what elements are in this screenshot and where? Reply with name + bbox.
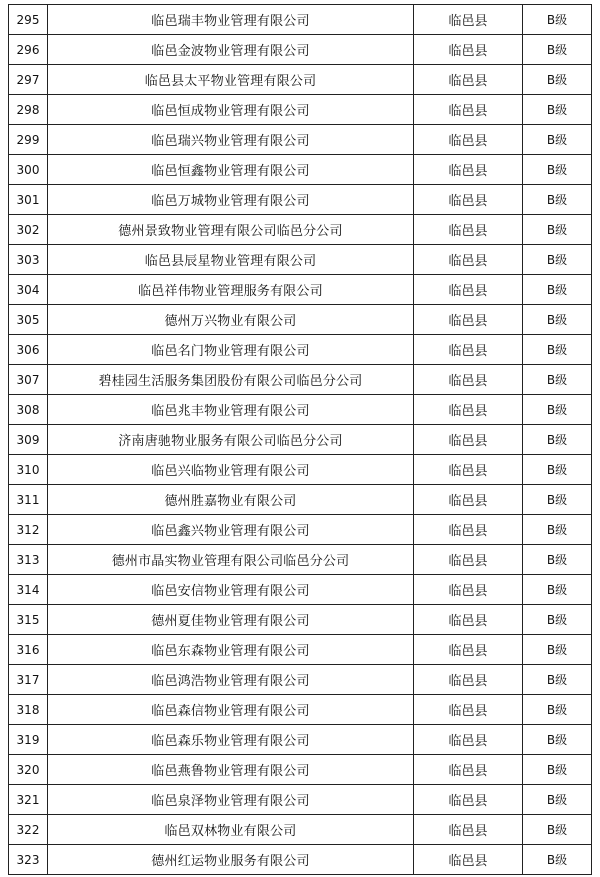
table-row (9, 455, 592, 485)
table-row (9, 635, 592, 665)
company-name-cell: 临邑恒鑫物业管理有限公司 (48, 155, 414, 185)
county-cell: 临邑县 (414, 95, 523, 125)
county-cell: 临邑县 (414, 815, 523, 845)
county-cell: 临邑县 (414, 5, 523, 35)
company-name-cell: 临邑燕鲁物业管理有限公司 (48, 755, 414, 785)
row-number-cell: 296 (9, 35, 48, 65)
company-name-cell: 德州万兴物业有限公司 (48, 305, 414, 335)
county-cell: 临邑县 (414, 185, 523, 215)
table-row (9, 785, 592, 815)
company-name-cell: 济南唐驰物业服务有限公司临邑分公司 (48, 425, 414, 455)
row-number-cell: 322 (9, 815, 48, 845)
table-row (9, 725, 592, 755)
grade-cell: B级 (523, 155, 592, 185)
grade-cell: B级 (523, 275, 592, 305)
row-number-cell: 320 (9, 755, 48, 785)
grade-cell: B级 (523, 245, 592, 275)
table-row (9, 665, 592, 695)
grade-cell: B级 (523, 755, 592, 785)
company-name-cell: 临邑泉泽物业管理有限公司 (48, 785, 414, 815)
table-row (9, 605, 592, 635)
grade-cell: B级 (523, 95, 592, 125)
company-name-cell: 临邑名门物业管理有限公司 (48, 335, 414, 365)
table-row (9, 365, 592, 395)
row-number-cell: 303 (9, 245, 48, 275)
company-name-cell: 临邑双林物业有限公司 (48, 815, 414, 845)
table-row (9, 425, 592, 455)
row-number-cell: 297 (9, 65, 48, 95)
grade-cell: B级 (523, 815, 592, 845)
table-row (9, 245, 592, 275)
row-number-cell: 305 (9, 305, 48, 335)
company-name-cell: 临邑瑞兴物业管理有限公司 (48, 125, 414, 155)
grade-cell: B级 (523, 845, 592, 875)
county-cell: 临邑县 (414, 125, 523, 155)
grade-cell: B级 (523, 695, 592, 725)
grade-cell: B级 (523, 305, 592, 335)
company-name-cell: 临邑万城物业管理有限公司 (48, 185, 414, 215)
table-row (9, 305, 592, 335)
company-grade-table-container (8, 4, 592, 875)
table-row (9, 215, 592, 245)
county-cell: 临邑县 (414, 335, 523, 365)
county-cell: 临邑县 (414, 665, 523, 695)
company-name-cell: 临邑东森物业管理有限公司 (48, 635, 414, 665)
row-number-cell: 308 (9, 395, 48, 425)
county-cell: 临邑县 (414, 725, 523, 755)
row-number-cell: 319 (9, 725, 48, 755)
county-cell: 临邑县 (414, 575, 523, 605)
company-name-cell: 临邑森信物业管理有限公司 (48, 695, 414, 725)
county-cell: 临邑县 (414, 605, 523, 635)
company-name-cell: 德州红运物业服务有限公司 (48, 845, 414, 875)
table-row (9, 395, 592, 425)
table-row (9, 845, 592, 875)
company-name-cell: 临邑恒成物业管理有限公司 (48, 95, 414, 125)
grade-cell: B级 (523, 35, 592, 65)
county-cell: 临邑县 (414, 305, 523, 335)
row-number-cell: 315 (9, 605, 48, 635)
company-name-cell: 碧桂园生活服务集团股份有限公司临邑分公司 (48, 365, 414, 395)
grade-cell: B级 (523, 635, 592, 665)
company-name-cell: 临邑兴临物业管理有限公司 (48, 455, 414, 485)
row-number-cell: 301 (9, 185, 48, 215)
grade-cell: B级 (523, 5, 592, 35)
grade-cell: B级 (523, 545, 592, 575)
county-cell: 临邑县 (414, 65, 523, 95)
company-name-cell: 临邑安信物业管理有限公司 (48, 575, 414, 605)
table-row (9, 125, 592, 155)
table-row (9, 335, 592, 365)
row-number-cell: 295 (9, 5, 48, 35)
county-cell: 临邑县 (414, 155, 523, 185)
row-number-cell: 302 (9, 215, 48, 245)
table-row (9, 545, 592, 575)
company-name-cell: 临邑瑞丰物业管理有限公司 (48, 5, 414, 35)
county-cell: 临邑县 (414, 275, 523, 305)
county-cell: 临邑县 (414, 425, 523, 455)
grade-cell: B级 (523, 185, 592, 215)
grade-cell: B级 (523, 125, 592, 155)
county-cell: 临邑县 (414, 755, 523, 785)
grade-cell: B级 (523, 785, 592, 815)
grade-cell: B级 (523, 335, 592, 365)
county-cell: 临邑县 (414, 515, 523, 545)
county-cell: 临邑县 (414, 455, 523, 485)
row-number-cell: 318 (9, 695, 48, 725)
grade-cell: B级 (523, 365, 592, 395)
table-row (9, 275, 592, 305)
county-cell: 临邑县 (414, 245, 523, 275)
table-row (9, 485, 592, 515)
row-number-cell: 310 (9, 455, 48, 485)
company-name-cell: 临邑兆丰物业管理有限公司 (48, 395, 414, 425)
county-cell: 临邑县 (414, 485, 523, 515)
company-name-cell: 临邑金波物业管理有限公司 (48, 35, 414, 65)
row-number-cell: 300 (9, 155, 48, 185)
table-body (9, 5, 592, 875)
table-row (9, 5, 592, 35)
county-cell: 临邑县 (414, 395, 523, 425)
row-number-cell: 316 (9, 635, 48, 665)
grade-cell: B级 (523, 395, 592, 425)
company-name-cell: 德州胜嘉物业有限公司 (48, 485, 414, 515)
row-number-cell: 312 (9, 515, 48, 545)
grade-cell: B级 (523, 605, 592, 635)
county-cell: 临邑县 (414, 365, 523, 395)
county-cell: 临邑县 (414, 545, 523, 575)
row-number-cell: 317 (9, 665, 48, 695)
row-number-cell: 323 (9, 845, 48, 875)
company-name-cell: 临邑县太平物业管理有限公司 (48, 65, 414, 95)
company-name-cell: 临邑祥伟物业管理服务有限公司 (48, 275, 414, 305)
grade-cell: B级 (523, 665, 592, 695)
row-number-cell: 304 (9, 275, 48, 305)
county-cell: 临邑县 (414, 785, 523, 815)
company-name-cell: 德州景致物业管理有限公司临邑分公司 (48, 215, 414, 245)
county-cell: 临邑县 (414, 215, 523, 245)
grade-cell: B级 (523, 485, 592, 515)
grade-cell: B级 (523, 575, 592, 605)
table-row (9, 575, 592, 605)
county-cell: 临邑县 (414, 35, 523, 65)
row-number-cell: 299 (9, 125, 48, 155)
company-name-cell: 临邑县辰星物业管理有限公司 (48, 245, 414, 275)
row-number-cell: 307 (9, 365, 48, 395)
company-name-cell: 临邑鸿浩物业管理有限公司 (48, 665, 414, 695)
row-number-cell: 311 (9, 485, 48, 515)
county-cell: 临邑县 (414, 695, 523, 725)
table-row (9, 155, 592, 185)
grade-cell: B级 (523, 425, 592, 455)
row-number-cell: 314 (9, 575, 48, 605)
table-row (9, 65, 592, 95)
company-name-cell: 临邑鑫兴物业管理有限公司 (48, 515, 414, 545)
table-row (9, 95, 592, 125)
grade-cell: B级 (523, 215, 592, 245)
company-name-cell: 德州夏佳物业管理有限公司 (48, 605, 414, 635)
company-name-cell: 临邑森乐物业管理有限公司 (48, 725, 414, 755)
grade-cell: B级 (523, 725, 592, 755)
row-number-cell: 309 (9, 425, 48, 455)
row-number-cell: 306 (9, 335, 48, 365)
grade-cell: B级 (523, 65, 592, 95)
grade-cell: B级 (523, 515, 592, 545)
row-number-cell: 298 (9, 95, 48, 125)
company-name-cell: 德州市晶实物业管理有限公司临邑分公司 (48, 545, 414, 575)
county-cell: 临邑县 (414, 635, 523, 665)
table-row (9, 815, 592, 845)
table-row (9, 755, 592, 785)
table-row (9, 695, 592, 725)
row-number-cell: 313 (9, 545, 48, 575)
county-cell: 临邑县 (414, 845, 523, 875)
table-row (9, 35, 592, 65)
table-row (9, 185, 592, 215)
grade-cell: B级 (523, 455, 592, 485)
row-number-cell: 321 (9, 785, 48, 815)
company-grade-table (8, 4, 592, 875)
table-row (9, 515, 592, 545)
